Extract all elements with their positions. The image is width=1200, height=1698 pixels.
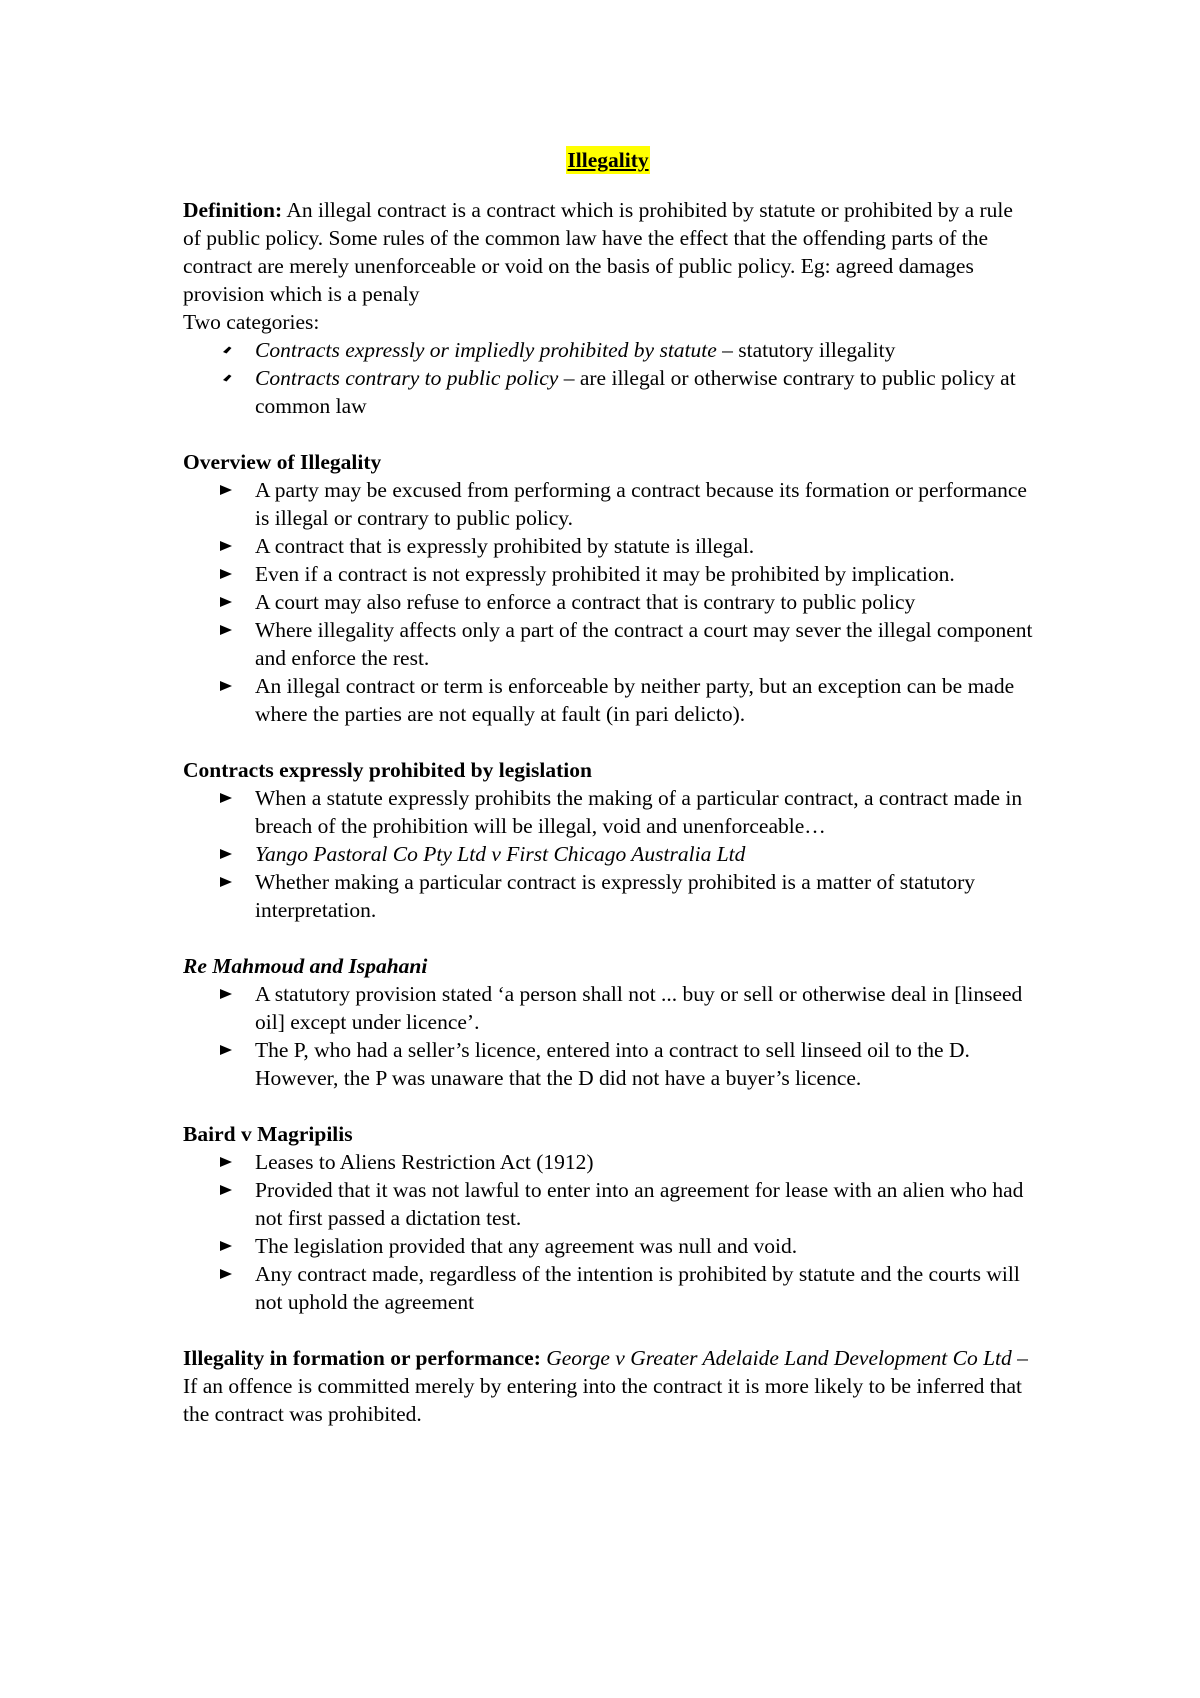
list-item-text: Any contract made, regardless of the intention is prohibited by statute and the courts will not uphold the agreement <box>255 1262 1020 1314</box>
arrow-bullet-icon <box>219 476 243 504</box>
list-item-text: When a statute expressly prohibits the making of a particular contract, a contract made in breach of the prohibition will be illegal, void and unenforceable… <box>255 786 1023 838</box>
list-item-text: Even if a contract is not expressly prohibited it may be prohibited by implication. <box>255 562 955 586</box>
list-item-text: The P, who had a seller’s licence, entered into a contract to sell linseed oil to the D. However, the P was unaware that the D did not have a buyer’s licence. <box>255 1038 970 1090</box>
baird-heading: Baird v Magripilis <box>183 1122 353 1146</box>
case-name: Yango Pastoral Co Pty Ltd v First Chicago Australia Ltd <box>255 842 746 866</box>
diamond-bullet-icon <box>219 336 243 364</box>
list-item <box>183 840 1033 868</box>
list-item <box>183 1260 1033 1316</box>
category-italic: Contracts expressly or impliedly prohibited by statute <box>255 338 717 362</box>
arrow-bullet-icon <box>219 1148 243 1176</box>
list-item-text: A court may also refuse to enforce a contract that is contrary to public policy <box>255 590 916 614</box>
list-item-text: A party may be excused from performing a contract because its formation or performance is illegal or contrary to public policy. <box>255 478 1027 530</box>
list-item <box>183 868 1033 924</box>
arrow-bullet-icon <box>219 1232 243 1260</box>
formation-paragraph <box>183 1344 1033 1428</box>
arrow-bullet-icon <box>219 840 243 868</box>
list-item-text: An illegal contract or term is enforceable by neither party, but an exception can be made where the parties are not equally at fault (in pari delicto). <box>255 674 1015 726</box>
arrow-bullet-icon <box>219 868 243 896</box>
document-page <box>183 140 1033 1428</box>
page-title: Illegality <box>567 148 649 172</box>
overview-heading: Overview of Illegality <box>183 450 382 474</box>
category-italic: Contracts contrary to public policy <box>255 366 559 390</box>
formation-text: – If an offence is committed merely by entering into the contract it is more likely to be inferred that the contract was prohibited. <box>183 1346 1028 1426</box>
arrow-bullet-icon <box>219 616 243 644</box>
formation-case: George v Greater Adelaide Land Development Co Ltd <box>546 1346 1012 1370</box>
list-item-text: A statutory provision stated ‘a person shall not ... buy or sell or otherwise deal in [linseed oil] except under licence’. <box>255 982 1023 1034</box>
list-item-text: A contract that is expressly prohibited by statute is illegal. <box>255 534 755 558</box>
diamond-bullet-icon <box>219 364 243 392</box>
title-container <box>183 140 1033 182</box>
list-item <box>183 476 1033 532</box>
list-item <box>183 336 1033 364</box>
list-item <box>183 672 1033 728</box>
definition-text: An illegal contract is a contract which is prohibited by statute or prohibited by a rule of public policy. Some rules of the common law have the effect that the offending parts of the contract are merely unenforceable or void on the basis of public policy. Eg: agreed damages provision which is a penaly <box>183 198 1013 306</box>
arrow-bullet-icon <box>219 980 243 1008</box>
list-item-text: Where illegality affects only a part of the contract a court may sever the illegal component and enforce the rest. <box>255 618 1033 670</box>
list-item <box>183 1036 1033 1092</box>
formation-label: Illegality in formation or performance: <box>183 1346 541 1370</box>
overview-list <box>183 476 1033 728</box>
arrow-bullet-icon <box>219 1036 243 1064</box>
definition-label: Definition: <box>183 198 283 222</box>
category-text: – statutory illegality <box>716 338 896 362</box>
express-list <box>183 784 1033 924</box>
arrow-bullet-icon <box>219 1176 243 1204</box>
list-item <box>183 588 1033 616</box>
list-item <box>183 980 1033 1036</box>
list-item <box>183 1148 1033 1176</box>
mahmoud-heading: Re Mahmoud and Ispahani <box>183 954 428 978</box>
baird-list <box>183 1148 1033 1316</box>
list-item <box>183 616 1033 672</box>
categories-intro: Two categories: <box>183 310 320 334</box>
list-item <box>183 532 1033 560</box>
arrow-bullet-icon <box>219 588 243 616</box>
category-text: – are illegal or otherwise contrary to public policy at common law <box>255 366 1016 418</box>
categories-list <box>183 336 1033 420</box>
arrow-bullet-icon <box>219 532 243 560</box>
list-item <box>183 560 1033 588</box>
list-item <box>183 784 1033 840</box>
list-item-text: Provided that it was not lawful to enter into an agreement for lease with an alien who had not first passed a dictation test. <box>255 1178 1024 1230</box>
list-item-text: The legislation provided that any agreement was null and void. <box>255 1234 798 1258</box>
express-heading: Contracts expressly prohibited by legislation <box>183 758 592 782</box>
arrow-bullet-icon <box>219 1260 243 1288</box>
definition-paragraph <box>183 196 1033 308</box>
list-item <box>183 1232 1033 1260</box>
mahmoud-list <box>183 980 1033 1092</box>
list-item-text: Whether making a particular contract is expressly prohibited is a matter of statutory interpretation. <box>255 870 976 922</box>
list-item <box>183 364 1033 420</box>
arrow-bullet-icon <box>219 672 243 700</box>
arrow-bullet-icon <box>219 560 243 588</box>
list-item-text: Leases to Aliens Restriction Act (1912) <box>255 1150 594 1174</box>
arrow-bullet-icon <box>219 784 243 812</box>
list-item <box>183 1176 1033 1232</box>
